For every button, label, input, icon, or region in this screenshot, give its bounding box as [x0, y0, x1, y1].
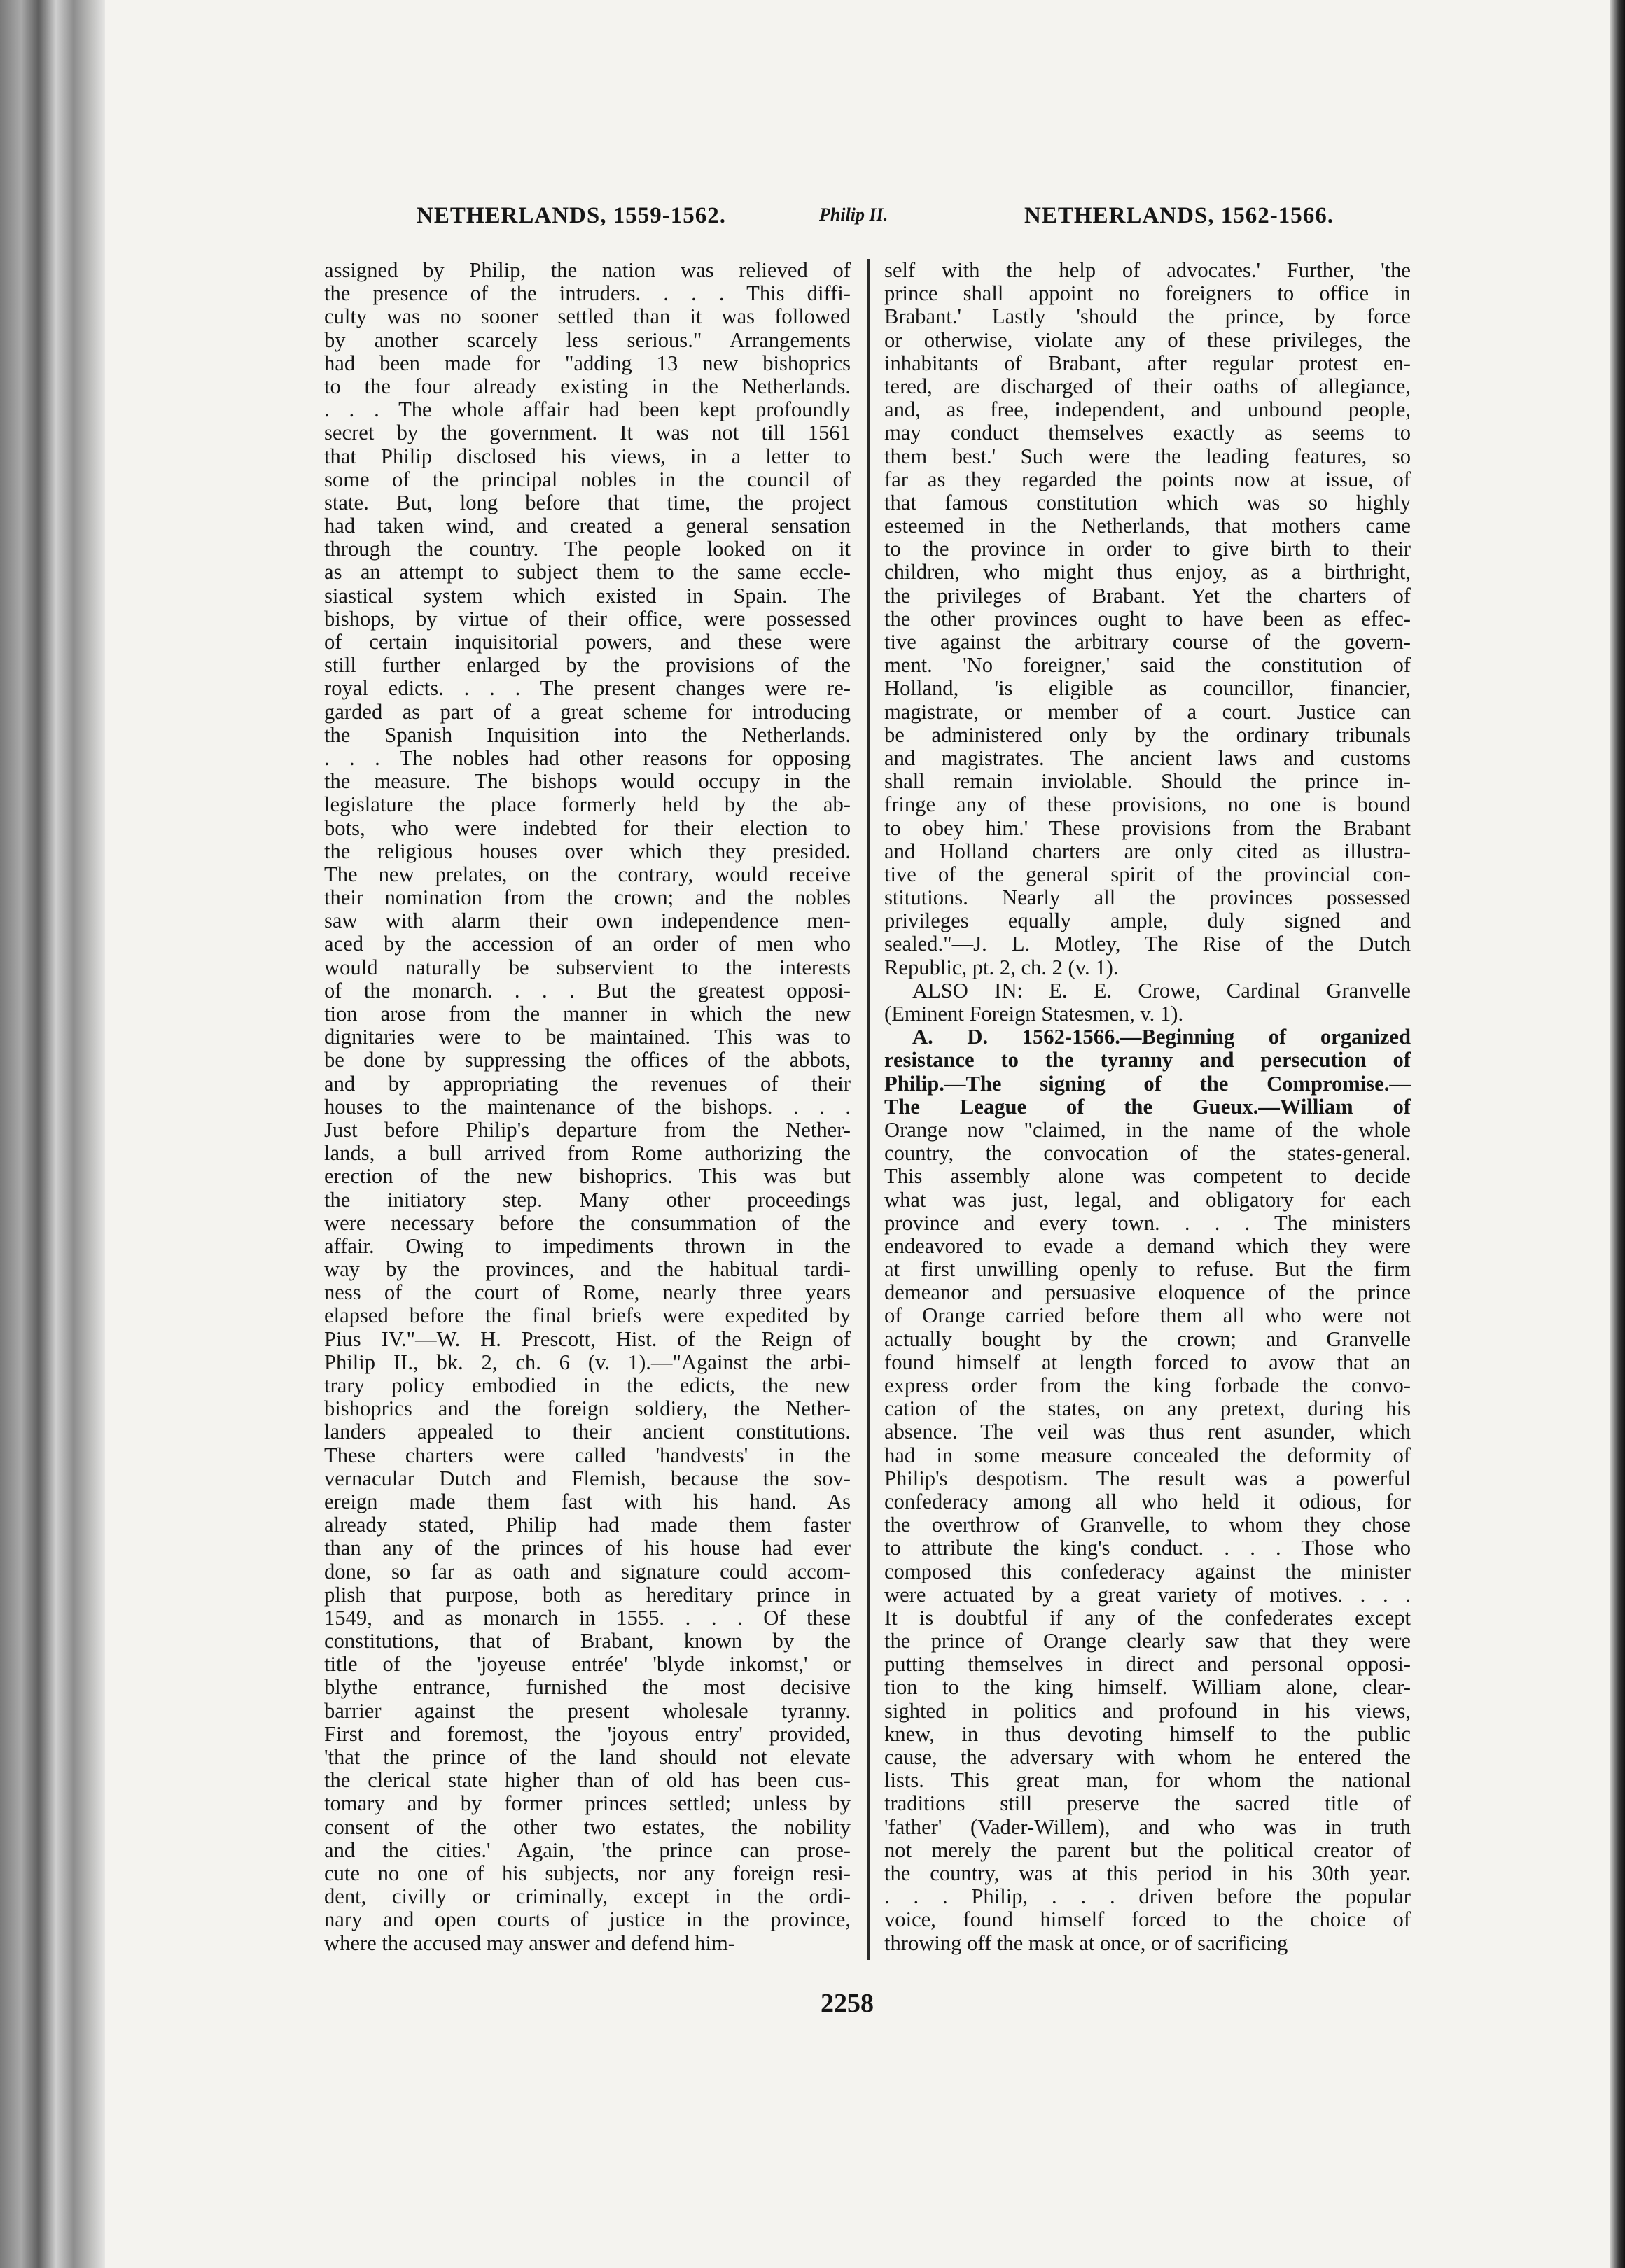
text-line: absence. The veil was thus rent asunder, which — [884, 1420, 1411, 1444]
text-line: saw with alarm their own independence men- — [324, 909, 851, 933]
text-line: traditions still preserve the sacred title of — [884, 1791, 1411, 1816]
text-line: blythe entrance, furnished the most decisive — [324, 1675, 851, 1700]
text-line: Holland, 'is eligible as councillor, financier, — [884, 676, 1411, 701]
text-line: bishops, by virtue of their office, were possessed — [324, 606, 851, 631]
text-line: the initiatory step. Many other proceedings — [324, 1187, 851, 1212]
text-line: to the province in order to give birth to their — [884, 537, 1411, 561]
text-line: were necessary before the consummation of the — [324, 1210, 851, 1235]
text-line: children, who might thus enjoy, as a birthright, — [884, 560, 1411, 584]
text-line: Republic, pt. 2, ch. 2 (v. 1). — [884, 955, 1119, 979]
text-line: actually bought by the crown; and Granvelle — [884, 1326, 1411, 1351]
text-line: of the monarch. . . . But the greatest opposi- — [324, 978, 851, 1002]
text-line: dent, civilly or criminally, except in the ordi- — [324, 1884, 851, 1909]
text-line: Orange now "claimed, in the name of the whole — [884, 1117, 1411, 1142]
text-line: not merely the parent but the political creator of — [884, 1837, 1411, 1862]
text-line: found himself at length forced to avow that an — [884, 1350, 1411, 1374]
text-line: still further enlarged by the provisions of the — [324, 653, 851, 678]
text-line: tive against the arbitrary course of the govern- — [884, 630, 1411, 654]
text-line: be administered only by the ordinary tribunals — [884, 722, 1411, 747]
text-line: These charters were called 'handvests' in the — [324, 1443, 851, 1467]
text-line: 1549, and as monarch in 1555. . . . Of these — [324, 1605, 851, 1630]
text-line: privileges equally ample, duly signed and — [884, 909, 1411, 933]
text-line: done, so far as oath and signature could accom- — [324, 1559, 851, 1583]
text-line: were actuated by a great variety of motives. . . . — [884, 1582, 1411, 1606]
text-line: lists. This great man, for whom the national — [884, 1768, 1411, 1793]
text-line: . . . Philip, . . . driven before the popular — [884, 1884, 1411, 1909]
text-line: the religious houses over which they presided. — [324, 839, 851, 863]
text-line: Philip's despotism. The result was a powerful — [884, 1466, 1411, 1490]
text-line: Brabant.' Lastly 'should the prince, by force — [884, 304, 1411, 329]
text-line: that famous constitution which was so highly — [884, 490, 1411, 514]
text-line: than any of the princes of his house had ever — [324, 1536, 851, 1560]
text-line: . . . The nobles had other reasons for opposing — [324, 746, 851, 770]
text-line: that Philip disclosed his views, in a letter to — [324, 444, 851, 468]
scan-edge-left — [0, 0, 105, 2268]
text-line: to attribute the king's conduct. . . . Those who — [884, 1536, 1411, 1560]
text-line: sealed."—J. L. Motley, The Rise of the Dutch — [884, 932, 1411, 956]
text-line: resistance to the tyranny and persecution of — [884, 1048, 1411, 1072]
text-line: may conduct themselves exactly as seems to — [884, 421, 1411, 445]
text-line: garded as part of a great scheme for introducing — [324, 699, 851, 724]
text-line: vernacular Dutch and Flemish, because the sov- — [324, 1466, 851, 1490]
text-line: what was just, legal, and obligatory for each — [884, 1187, 1411, 1212]
text-line: be done by suppressing the offices of the abbots, — [324, 1048, 851, 1072]
text-line: Philip II., bk. 2, ch. 6 (v. 1).—"Against the arbi- — [324, 1350, 851, 1374]
text-line: affair. Owing to impediments thrown in the — [324, 1233, 851, 1258]
text-line: siastical system which existed in Spain. The — [324, 583, 851, 608]
text-line: their nomination from the crown; and the nobles — [324, 886, 851, 910]
text-line: tion to the king himself. William alone, clear- — [884, 1675, 1411, 1700]
text-line: landers appealed to their ancient constitutions. — [324, 1420, 851, 1444]
page-number: 2258 — [821, 1989, 874, 2018]
text-line: and Holland charters are only cited as illustra- — [884, 839, 1411, 863]
text-line: province and every town. . . . The ministers — [884, 1210, 1411, 1235]
text-line: where the accused may answer and defend him- — [324, 1931, 735, 1955]
text-line: ereign made them fast with his hand. As — [324, 1489, 851, 1513]
text-line: dignitaries were to be maintained. This was to — [324, 1025, 851, 1049]
text-line: of Orange carried before them all who were not — [884, 1303, 1411, 1328]
text-line: This assembly alone was competent to decide — [884, 1164, 1411, 1189]
text-line: and, as free, independent, and unbound people, — [884, 398, 1411, 422]
text-line: the privileges of Brabant. Yet the charters of — [884, 583, 1411, 608]
text-line: by another scarcely less serious." Arrangements — [324, 328, 851, 352]
text-line: as an attempt to subject them to the same eccle- — [324, 560, 851, 584]
text-line: prince shall appoint no foreigners to office in — [884, 281, 1411, 306]
text-line: constitutions, that of Brabant, known by the — [324, 1629, 851, 1653]
text-line: cause, the adversary with whom he entered the — [884, 1745, 1411, 1769]
text-line: the other provinces ought to have been as effec- — [884, 606, 1411, 631]
header-right: NETHERLANDS, 1562-1566. — [1024, 203, 1334, 228]
text-line: plish that purpose, both as hereditary prince in — [324, 1582, 851, 1606]
text-line: them best.' Such were the leading features, so — [884, 444, 1411, 468]
text-line: (Eminent Foreign Statesmen, v. 1). — [884, 1002, 1184, 1026]
text-line: through the country. The people looked on it — [324, 537, 851, 561]
text-line: of certain inquisitorial powers, and these were — [324, 630, 851, 654]
text-line: stitutions. Nearly all the provinces possessed — [884, 886, 1411, 910]
text-line: erection of the new bishoprics. This was but — [324, 1164, 851, 1189]
text-line: ness of the court of Rome, nearly three years — [324, 1280, 851, 1305]
text-line: barrier against the present wholesale tyranny. — [324, 1698, 851, 1723]
text-line: legislature the place formerly held by the ab- — [324, 792, 851, 817]
text-line: tomary and by former princes settled; unless by — [324, 1791, 851, 1816]
text-line: 'that the prince of the land should not elevate — [324, 1745, 851, 1769]
text-line: . . . The whole affair had been kept profoundly — [324, 398, 851, 422]
text-line: and the cities.' Again, 'the prince can prose- — [324, 1837, 851, 1862]
text-line: some of the principal nobles in the council of — [324, 467, 851, 491]
left-column — [324, 259, 851, 1967]
text-line: tion arose from the manner in which the new — [324, 1002, 851, 1026]
text-line: state. But, long before that time, the project — [324, 490, 851, 514]
text-line: magistrate, or member of a court. Justice can — [884, 699, 1411, 724]
text-line: secret by the government. It was not till 1561 — [324, 421, 851, 445]
text-line: express order from the king forbade the convo- — [884, 1373, 1411, 1397]
text-line: cation of the states, on any pretext, during his — [884, 1396, 1411, 1421]
text-line: houses to the maintenance of the bishops. . . . — [324, 1094, 851, 1119]
text-line: country, the convocation of the states-general. — [884, 1141, 1411, 1166]
text-line: shall remain inviolable. Should the prince in- — [884, 769, 1411, 794]
text-line: endeavored to evade a demand which they were — [884, 1233, 1411, 1258]
text-line: the country, was at this period in his 30th year. — [884, 1861, 1411, 1885]
text-line: First and foremost, the 'joyous entry' provided, — [324, 1721, 851, 1746]
text-line: cute no one of his subjects, nor any foreign resi- — [324, 1861, 851, 1885]
text-line: tive of the general spirit of the provincial con- — [884, 862, 1411, 886]
text-line: knew, in thus devoting himself to the public — [884, 1721, 1411, 1746]
text-line: bishoprics and the foreign soldiery, the Nether- — [324, 1396, 851, 1421]
text-line: voice, found himself forced to the choice of — [884, 1907, 1411, 1932]
text-line: to the four already existing in the Netherlands. — [324, 374, 851, 398]
text-line: 'father' (Vader-Willem), and who was in truth — [884, 1814, 1411, 1839]
text-line: the clerical state higher than of old has been cus- — [324, 1768, 851, 1793]
text-line: at first unwilling openly to refuse. But the firm — [884, 1257, 1411, 1282]
text-line: The new prelates, on the contrary, would receive — [324, 862, 851, 886]
text-line: the Spanish Inquisition into the Netherlands. — [324, 722, 851, 747]
text-line: Pius IV."—W. H. Prescott, Hist. of the Reign of — [324, 1326, 851, 1351]
text-line: the prince of Orange clearly saw that they were — [884, 1629, 1411, 1653]
text-line: way by the provinces, and the habitual tardi- — [324, 1257, 851, 1282]
text-line: had taken wind, and created a general sensation — [324, 514, 851, 538]
text-line: Just before Philip's departure from the Nether- — [324, 1117, 851, 1142]
text-line: to obey him.' These provisions from the Brabant — [884, 816, 1411, 840]
text-line: bots, who were indebted for their election to — [324, 816, 851, 840]
text-line: and by appropriating the revenues of their — [324, 1071, 851, 1096]
header-left: NETHERLANDS, 1559-1562. — [417, 203, 726, 228]
text-line: tered, are discharged of their oaths of allegiance, — [884, 374, 1411, 398]
text-line: The League of the Gueux.—William of — [884, 1094, 1411, 1119]
text-line: had in some measure concealed the deformity of — [884, 1443, 1411, 1467]
text-line: trary policy embodied in the edicts, the new — [324, 1373, 851, 1397]
text-line: Philip.—The signing of the Compromise.— — [884, 1071, 1411, 1096]
text-line: ment. 'No foreigner,' said the constitution of — [884, 653, 1411, 678]
text-line: and magistrates. The ancient laws and customs — [884, 746, 1411, 770]
text-line: royal edicts. . . . The present changes were re- — [324, 676, 851, 701]
text-line: culty was no sooner settled than it was followed — [324, 304, 851, 329]
text-line: the overthrow of Granvelle, to whom they chose — [884, 1513, 1411, 1537]
text-line: or otherwise, violate any of these privileges, the — [884, 328, 1411, 352]
text-line: the measure. The bishops would occupy in the — [324, 769, 851, 794]
text-line: aced by the accession of an order of men who — [324, 932, 851, 956]
text-line: It is doubtful if any of the confederates except — [884, 1605, 1411, 1630]
running-header — [417, 203, 1334, 237]
text-line: the presence of the intruders. . . . This diffi- — [324, 281, 851, 306]
text-line: demeanor and persuasive eloquence of the prince — [884, 1280, 1411, 1305]
text-line: had been made for "adding 13 new bishoprics — [324, 351, 851, 375]
text-line: ALSO IN: E. E. Crowe, Cardinal Granvelle — [912, 978, 1411, 1002]
text-line: inhabitants of Brabant, after regular protest en- — [884, 351, 1411, 375]
text-line: A. D. 1562-1566.—Beginning of organized — [912, 1025, 1411, 1049]
text-line: title of the 'joyeuse entrée' 'blyde inkomst,' or — [324, 1652, 851, 1676]
column-divider — [867, 259, 870, 1960]
text-line: putting themselves in direct and personal opposi- — [884, 1652, 1411, 1676]
text-line: would naturally be subservient to the interests — [324, 955, 851, 979]
text-line: already stated, Philip had made them faster — [324, 1513, 851, 1537]
text-line: nary and open courts of justice in the province, — [324, 1907, 851, 1932]
scan-edge-right — [1610, 0, 1625, 2268]
right-column — [884, 259, 1411, 1967]
text-line: self with the help of advocates.' Further, 'the — [884, 259, 1411, 282]
text-line: far as they regarded the points now at issue, of — [884, 467, 1411, 491]
text-line: esteemed in the Netherlands, that mothers came — [884, 514, 1411, 538]
header-center: Philip II. — [819, 204, 888, 225]
text-line: lands, a bull arrived from Rome authorizing the — [324, 1141, 851, 1166]
text-line: fringe any of these provisions, no one is bound — [884, 792, 1411, 817]
text-line: consent of the other two estates, the nobility — [324, 1814, 851, 1839]
text-line: composed this confederacy against the minister — [884, 1559, 1411, 1583]
text-line: confederacy among all who held it odious, for — [884, 1489, 1411, 1513]
text-line: assigned by Philip, the nation was relieved of — [324, 259, 851, 282]
text-line: elapsed before the final briefs were expedited by — [324, 1303, 851, 1328]
text-line: sighted in politics and profound in his views, — [884, 1698, 1411, 1723]
text-line: throwing off the mask at once, or of sacrificing — [884, 1931, 1288, 1955]
